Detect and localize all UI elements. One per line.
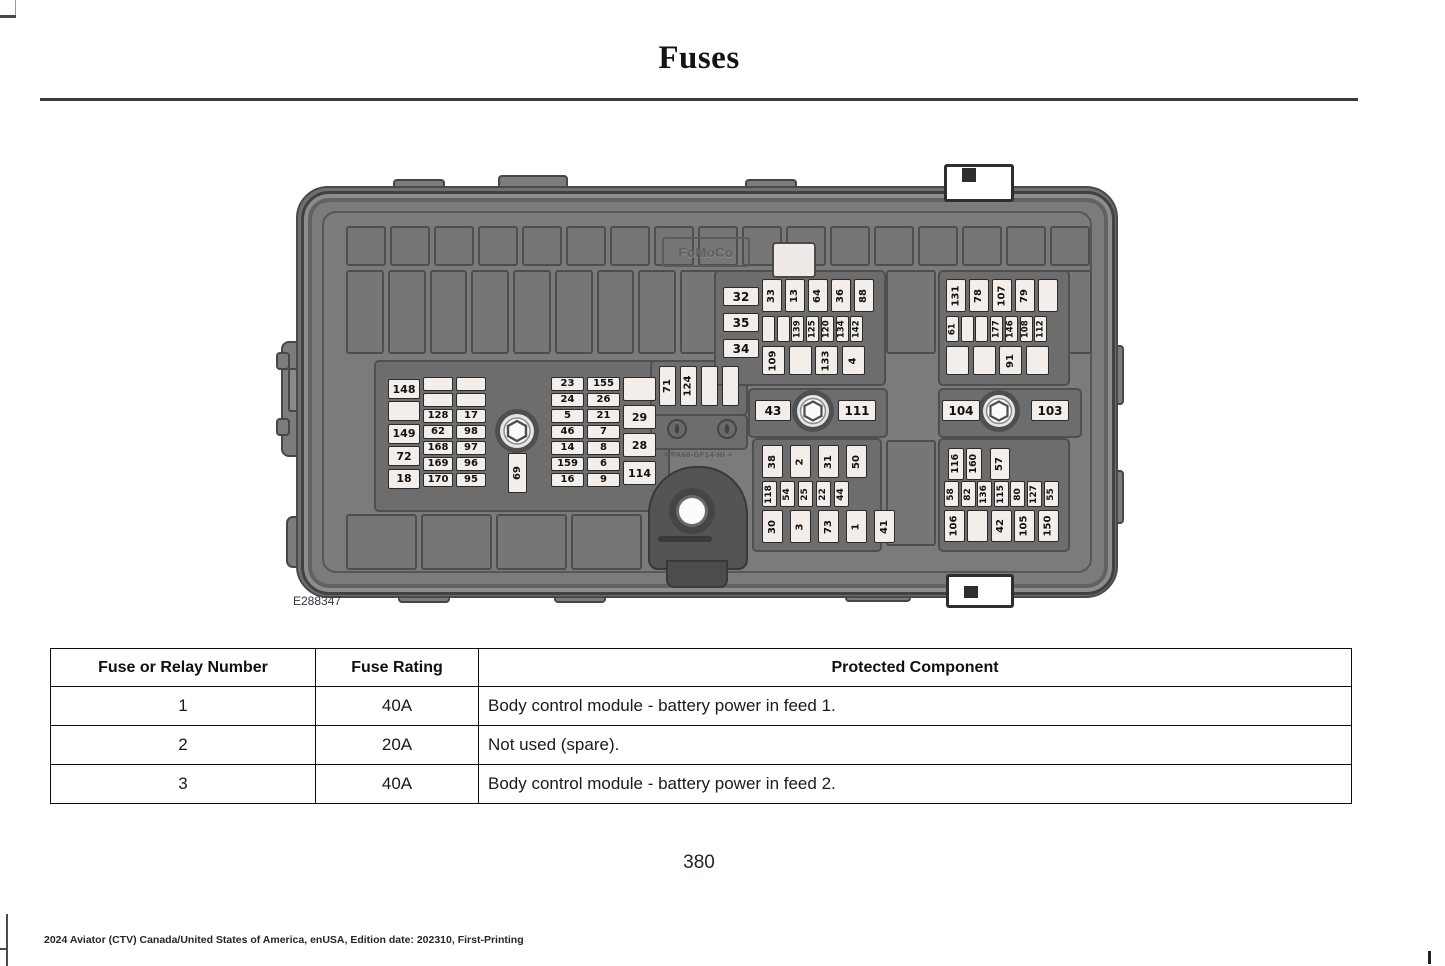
fuse-slot-blank <box>762 316 775 342</box>
fomoco-logo-text: FoMoCo <box>678 244 734 260</box>
fuse-cell-95: 95 <box>456 473 486 487</box>
fuse-cell-134: 134 <box>836 316 849 342</box>
fuse-cell-41: 41 <box>874 510 895 543</box>
fuse-cell-21: 21 <box>587 409 620 423</box>
fuse-cell-17: 17 <box>456 409 486 423</box>
fuse-cell-31: 31 <box>818 445 839 478</box>
fuse-cell-30: 30 <box>762 510 783 543</box>
fuse-cell-79: 79 <box>1015 279 1035 312</box>
fuse-cell-73: 73 <box>818 510 839 543</box>
fuse-slot-blank <box>623 377 656 401</box>
fuse-slot-blank <box>789 346 812 375</box>
fuse-slot-blank <box>975 316 988 342</box>
fuse-cell-54: 54 <box>780 481 795 507</box>
fuse-number-cell: 1 <box>51 687 316 726</box>
fuse-cell-50: 50 <box>846 445 867 478</box>
fuse-cell-9: 9 <box>587 473 620 487</box>
fuse-cell-97: 97 <box>456 441 486 455</box>
fuse-cell-2: 2 <box>790 445 811 478</box>
fuse-cell-62: 62 <box>423 425 453 439</box>
fuse-cell-16: 16 <box>551 473 584 487</box>
fuse-cell-3: 3 <box>790 510 811 543</box>
fuse-rating-cell: 40A <box>316 687 479 726</box>
fuse-slot-blank <box>973 346 996 375</box>
fuse-slot-blank <box>388 401 420 421</box>
fuse-slot-blank <box>967 510 988 542</box>
fuse-cell-5: 5 <box>551 409 584 423</box>
fuse-cell-46: 46 <box>551 425 584 439</box>
fuse-cell-128: 128 <box>423 409 453 423</box>
col-header-protected-component: Protected Component <box>479 649 1352 687</box>
fuse-cell-88: 88 <box>854 279 874 312</box>
table-row <box>51 687 1352 726</box>
fuse-cell-28: 28 <box>623 433 656 457</box>
fuse-cell-139: 139 <box>791 316 804 342</box>
fuse-cell-149: 149 <box>388 424 420 444</box>
fuse-cell-42: 42 <box>991 510 1012 542</box>
table-row <box>51 765 1352 804</box>
fuse-cell-57: 57 <box>990 448 1010 480</box>
fuse-cell-8: 8 <box>587 441 620 455</box>
fuse-cell-170: 170 <box>423 473 453 487</box>
fuse-cell-69: 69 <box>508 453 527 493</box>
fuse-slot-blank <box>946 346 969 375</box>
fuse-cell-112: 112 <box>1034 316 1047 342</box>
fuse-cell-169: 169 <box>423 457 453 471</box>
fuse-cell-78: 78 <box>969 279 989 312</box>
fuse-cell-120: 120 <box>821 316 834 342</box>
fuse-cell-36: 36 <box>831 279 851 312</box>
fuse-cell-35: 35 <box>723 313 759 332</box>
fuse-cell-118: 118 <box>762 481 777 507</box>
fuse-cell-150: 150 <box>1038 510 1059 542</box>
fuse-slot-blank <box>423 377 453 391</box>
fuse-slot-blank <box>777 316 790 342</box>
fuse-cell-61: 61 <box>946 316 959 342</box>
fuse-cell-32: 32 <box>723 287 759 306</box>
fuse-cell-114: 114 <box>623 461 656 485</box>
fuse-cell-103: 103 <box>1031 400 1069 421</box>
fuse-cell-80: 80 <box>1010 481 1025 507</box>
fuse-cell-111: 111 <box>838 400 876 421</box>
page-number: 380 <box>683 852 715 873</box>
fuse-cell-34: 34 <box>723 339 759 358</box>
fuse-slot-blank <box>1038 279 1058 312</box>
fuse-slot-blank <box>722 366 739 406</box>
fuse-cell-168: 168 <box>423 441 453 455</box>
fuse-cell-177: 177 <box>990 316 1003 342</box>
fuse-cell-71: 71 <box>659 366 676 406</box>
fuse-cell-23: 23 <box>551 377 584 391</box>
col-header-fuse-rating: Fuse Rating <box>316 649 479 687</box>
fuse-cell-155: 155 <box>587 377 620 391</box>
fuse-cell-43: 43 <box>755 400 791 421</box>
fuse-cell-1: 1 <box>846 510 867 543</box>
fuse-table <box>50 648 1352 804</box>
fuse-cell-131: 131 <box>946 279 966 312</box>
fuse-cell-160: 160 <box>966 448 982 480</box>
page-title: Fuses <box>658 40 740 76</box>
fuse-cell-4: 4 <box>842 346 865 375</box>
fuse-slot-blank <box>456 377 486 391</box>
figure-label: E288347 <box>293 594 342 608</box>
fuse-cell-136: 136 <box>977 481 992 507</box>
table-row <box>51 726 1352 765</box>
col-header-fuse-number: Fuse or Relay Number <box>51 649 316 687</box>
fuse-cell-58: 58 <box>944 481 959 507</box>
fuse-cell-125: 125 <box>806 316 819 342</box>
fuse-cell-124: 124 <box>680 366 697 406</box>
fuse-cell-146: 146 <box>1005 316 1018 342</box>
fuse-cell-24: 24 <box>551 393 584 407</box>
fuse-cell-18: 18 <box>388 469 420 489</box>
fuse-cell-33: 33 <box>762 279 782 312</box>
fuse-cell-91: 91 <box>999 346 1022 375</box>
fuse-slot-blank <box>1026 346 1049 375</box>
fuse-slot-blank <box>701 366 718 406</box>
fuse-slot-blank <box>456 393 486 407</box>
material-stamp-label: < PA66-GF14-HI > <box>663 450 733 459</box>
fuse-cell-38: 38 <box>762 445 783 478</box>
fuse-slot-blank <box>961 316 974 342</box>
fuse-cell-82: 82 <box>961 481 976 507</box>
fuse-cell-148: 148 <box>388 379 420 399</box>
fuse-cell-116: 116 <box>948 448 964 480</box>
fuse-cell-106: 106 <box>944 510 965 542</box>
fuse-rating-cell: 40A <box>316 765 479 804</box>
fuse-rating-cell: 20A <box>316 726 479 765</box>
footer-edition-line: 2024 Aviator (CTV) Canada/United States of America, enUSA, Edition date: 202310, First-Printing <box>44 934 524 946</box>
protected-component-cell: Body control module - battery power in feed 2. <box>479 765 1352 804</box>
table-header-row <box>51 649 1352 687</box>
protected-component-cell: Not used (spare). <box>479 726 1352 765</box>
fuse-cell-44: 44 <box>834 481 849 507</box>
fuse-cell-72: 72 <box>388 446 420 466</box>
fuse-cell-55: 55 <box>1044 481 1059 507</box>
fuse-number-cell: 2 <box>51 726 316 765</box>
fuse-cell-133: 133 <box>815 346 838 375</box>
fuse-cell-6: 6 <box>587 457 620 471</box>
fuse-cell-107: 107 <box>992 279 1012 312</box>
fuse-cell-115: 115 <box>994 481 1009 507</box>
fuse-cell-142: 142 <box>850 316 863 342</box>
fuse-cell-26: 26 <box>587 393 620 407</box>
fuse-cell-104: 104 <box>942 400 980 421</box>
fuse-cell-14: 14 <box>551 441 584 455</box>
fuse-cell-127: 127 <box>1027 481 1042 507</box>
fuse-cell-7: 7 <box>587 425 620 439</box>
fuse-cell-64: 64 <box>808 279 828 312</box>
fuse-slot-blank <box>423 393 453 407</box>
fuse-cell-105: 105 <box>1014 510 1035 542</box>
fuse-cell-96: 96 <box>456 457 486 471</box>
fuse-number-cell: 3 <box>51 765 316 804</box>
fuse-cell-159: 159 <box>551 457 584 471</box>
fuse-cell-13: 13 <box>785 279 805 312</box>
fuse-cell-108: 108 <box>1020 316 1033 342</box>
protected-component-cell: Body control module - battery power in feed 1. <box>479 687 1352 726</box>
fuse-cell-109: 109 <box>762 346 785 375</box>
fuse-cell-25: 25 <box>798 481 813 507</box>
fuse-cell-29: 29 <box>623 405 656 429</box>
fuse-cell-98: 98 <box>456 425 486 439</box>
fuse-cell-22: 22 <box>816 481 831 507</box>
